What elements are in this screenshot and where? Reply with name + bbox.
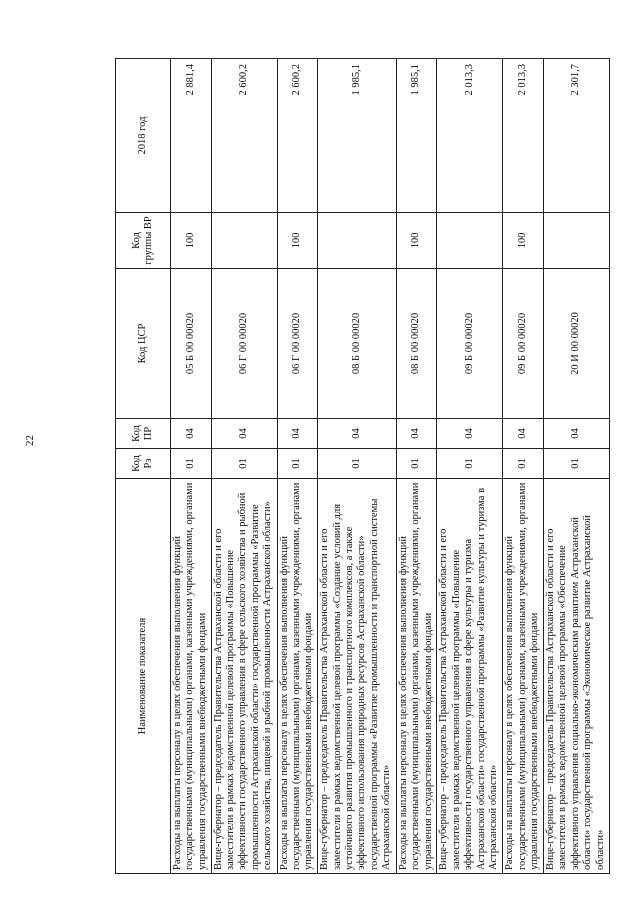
- row-amount: 2 881,4: [171, 59, 212, 213]
- row-amount: 2 013,3: [503, 59, 544, 213]
- row-vr: [211, 213, 277, 269]
- row-amount: 2 600,2: [277, 59, 318, 213]
- row-csr: 06 Г 00 00020: [277, 269, 318, 419]
- row-vr: [544, 213, 610, 269]
- table-row: [503, 59, 544, 874]
- row-csr: 05 Б 00 00020: [171, 269, 212, 419]
- row-pr: 04: [437, 419, 503, 449]
- row-pr: 04: [211, 419, 277, 449]
- row-amount: 2 013,3: [437, 59, 503, 213]
- row-csr: 09 Б 00 00020: [503, 269, 544, 419]
- row-amount: 2 301,7: [544, 59, 610, 213]
- header-name: Наименование показателя: [116, 479, 171, 874]
- row-rz: 01: [503, 449, 544, 479]
- header-rz: Код Рз: [116, 449, 171, 479]
- header-amount: 2018 год: [116, 59, 171, 213]
- table-row: [171, 59, 212, 874]
- row-vr: 100: [396, 213, 437, 269]
- table-row: [318, 59, 396, 874]
- table-header-row: [116, 59, 171, 874]
- header-vr: Код группы ВР: [116, 213, 171, 269]
- row-pr: 04: [396, 419, 437, 449]
- row-pr: 04: [277, 419, 318, 449]
- row-vr: [437, 213, 503, 269]
- row-rz: 01: [544, 449, 610, 479]
- row-csr: 09 Б 00 00020: [437, 269, 503, 419]
- row-pr: 04: [503, 419, 544, 449]
- row-name: Вице-губернатор – председатель Правительства Астраханской области и его заместители в рамках ведомственной целевой программы «Повышение эффективности государственного управления в сфере культуры и туризма Астраханской области» государственной программы «Развитие культуры и туризма в Астраханской области»: [437, 479, 503, 874]
- row-rz: 01: [396, 449, 437, 479]
- budget-table: [115, 58, 610, 874]
- table-row: [437, 59, 503, 874]
- row-csr: 08 Б 00 00020: [396, 269, 437, 419]
- row-csr: 20 И 00 00020: [544, 269, 610, 419]
- header-csr: Код ЦСР: [116, 269, 171, 419]
- row-name: Расходы на выплаты персоналу в целях обеспечения выполнения функций государственными (муниципальными) органами, казенными учреждениями, органами управления государственными внебюджетными фондами: [277, 479, 318, 874]
- row-csr: 08 Б 00 00020: [318, 269, 396, 419]
- row-rz: 01: [171, 449, 212, 479]
- row-name: Вице-губернатор – председатель Правительства Астраханской области и его заместители в рамках ведомственной целевой программы «Обеспечение эффективного управления социально-экономическим развитием Астраханской области» государственной программы «Экономическое развитие Астраханской области»: [544, 479, 610, 874]
- row-csr: 06 Г 00 00020: [211, 269, 277, 419]
- row-rz: 01: [437, 449, 503, 479]
- row-name: Вице-губернатор – председатель Правительства Астраханской области и его заместители в рамках ведомственной целевой программы «Повышение эффективности государственного управления в сфере сельского хозяйства и рыбной промышленности Астраханской области» государственной программы «Развитие сельского хозяйства, пищевой и рыбной промышленности Астраханской области»: [211, 479, 277, 874]
- rotated-table-container: [115, 59, 610, 874]
- row-vr: 100: [503, 213, 544, 269]
- row-pr: 04: [318, 419, 396, 449]
- row-amount: 1 985,1: [318, 59, 396, 213]
- page-number: 22: [24, 435, 36, 446]
- row-name: Вице-губернатор – председатель Правительства Астраханской области и его заместители в рамках ведомственной целевой программы «Создание условий для устойчивого развития промышленного и транспортного комплексов, а также эффективного использования природных ресурсов Астраханской области» государственной программы «Развитие промышленности и транспортной системы Астраханской области»: [318, 479, 396, 874]
- table-row: [211, 59, 277, 874]
- row-rz: 01: [211, 449, 277, 479]
- row-rz: 01: [277, 449, 318, 479]
- row-pr: 04: [171, 419, 212, 449]
- header-pr: Код ПР: [116, 419, 171, 449]
- row-vr: [318, 213, 396, 269]
- row-name: Расходы на выплаты персоналу в целях обеспечения выполнения функций государственными (муниципальными) органами, казенными учреждениями, органами управления государственными внебюджетными фондами: [503, 479, 544, 874]
- table-row: [277, 59, 318, 874]
- row-amount: 1 985,1: [396, 59, 437, 213]
- row-amount: 2 600,2: [211, 59, 277, 213]
- table-row: [396, 59, 437, 874]
- row-vr: 100: [277, 213, 318, 269]
- row-pr: 04: [544, 419, 610, 449]
- row-name: Расходы на выплаты персоналу в целях обеспечения выполнения функций государственными (муниципальными) органами, казенными учреждениями, органами управления государственными внебюджетными фондами: [171, 479, 212, 874]
- row-vr: 100: [171, 213, 212, 269]
- table-row: [544, 59, 610, 874]
- row-name: Расходы на выплаты персоналу в целях обеспечения выполнения функций государственными (муниципальными) органами, казенными учреждениями, органами управления государственными внебюджетными фондами: [396, 479, 437, 874]
- row-rz: 01: [318, 449, 396, 479]
